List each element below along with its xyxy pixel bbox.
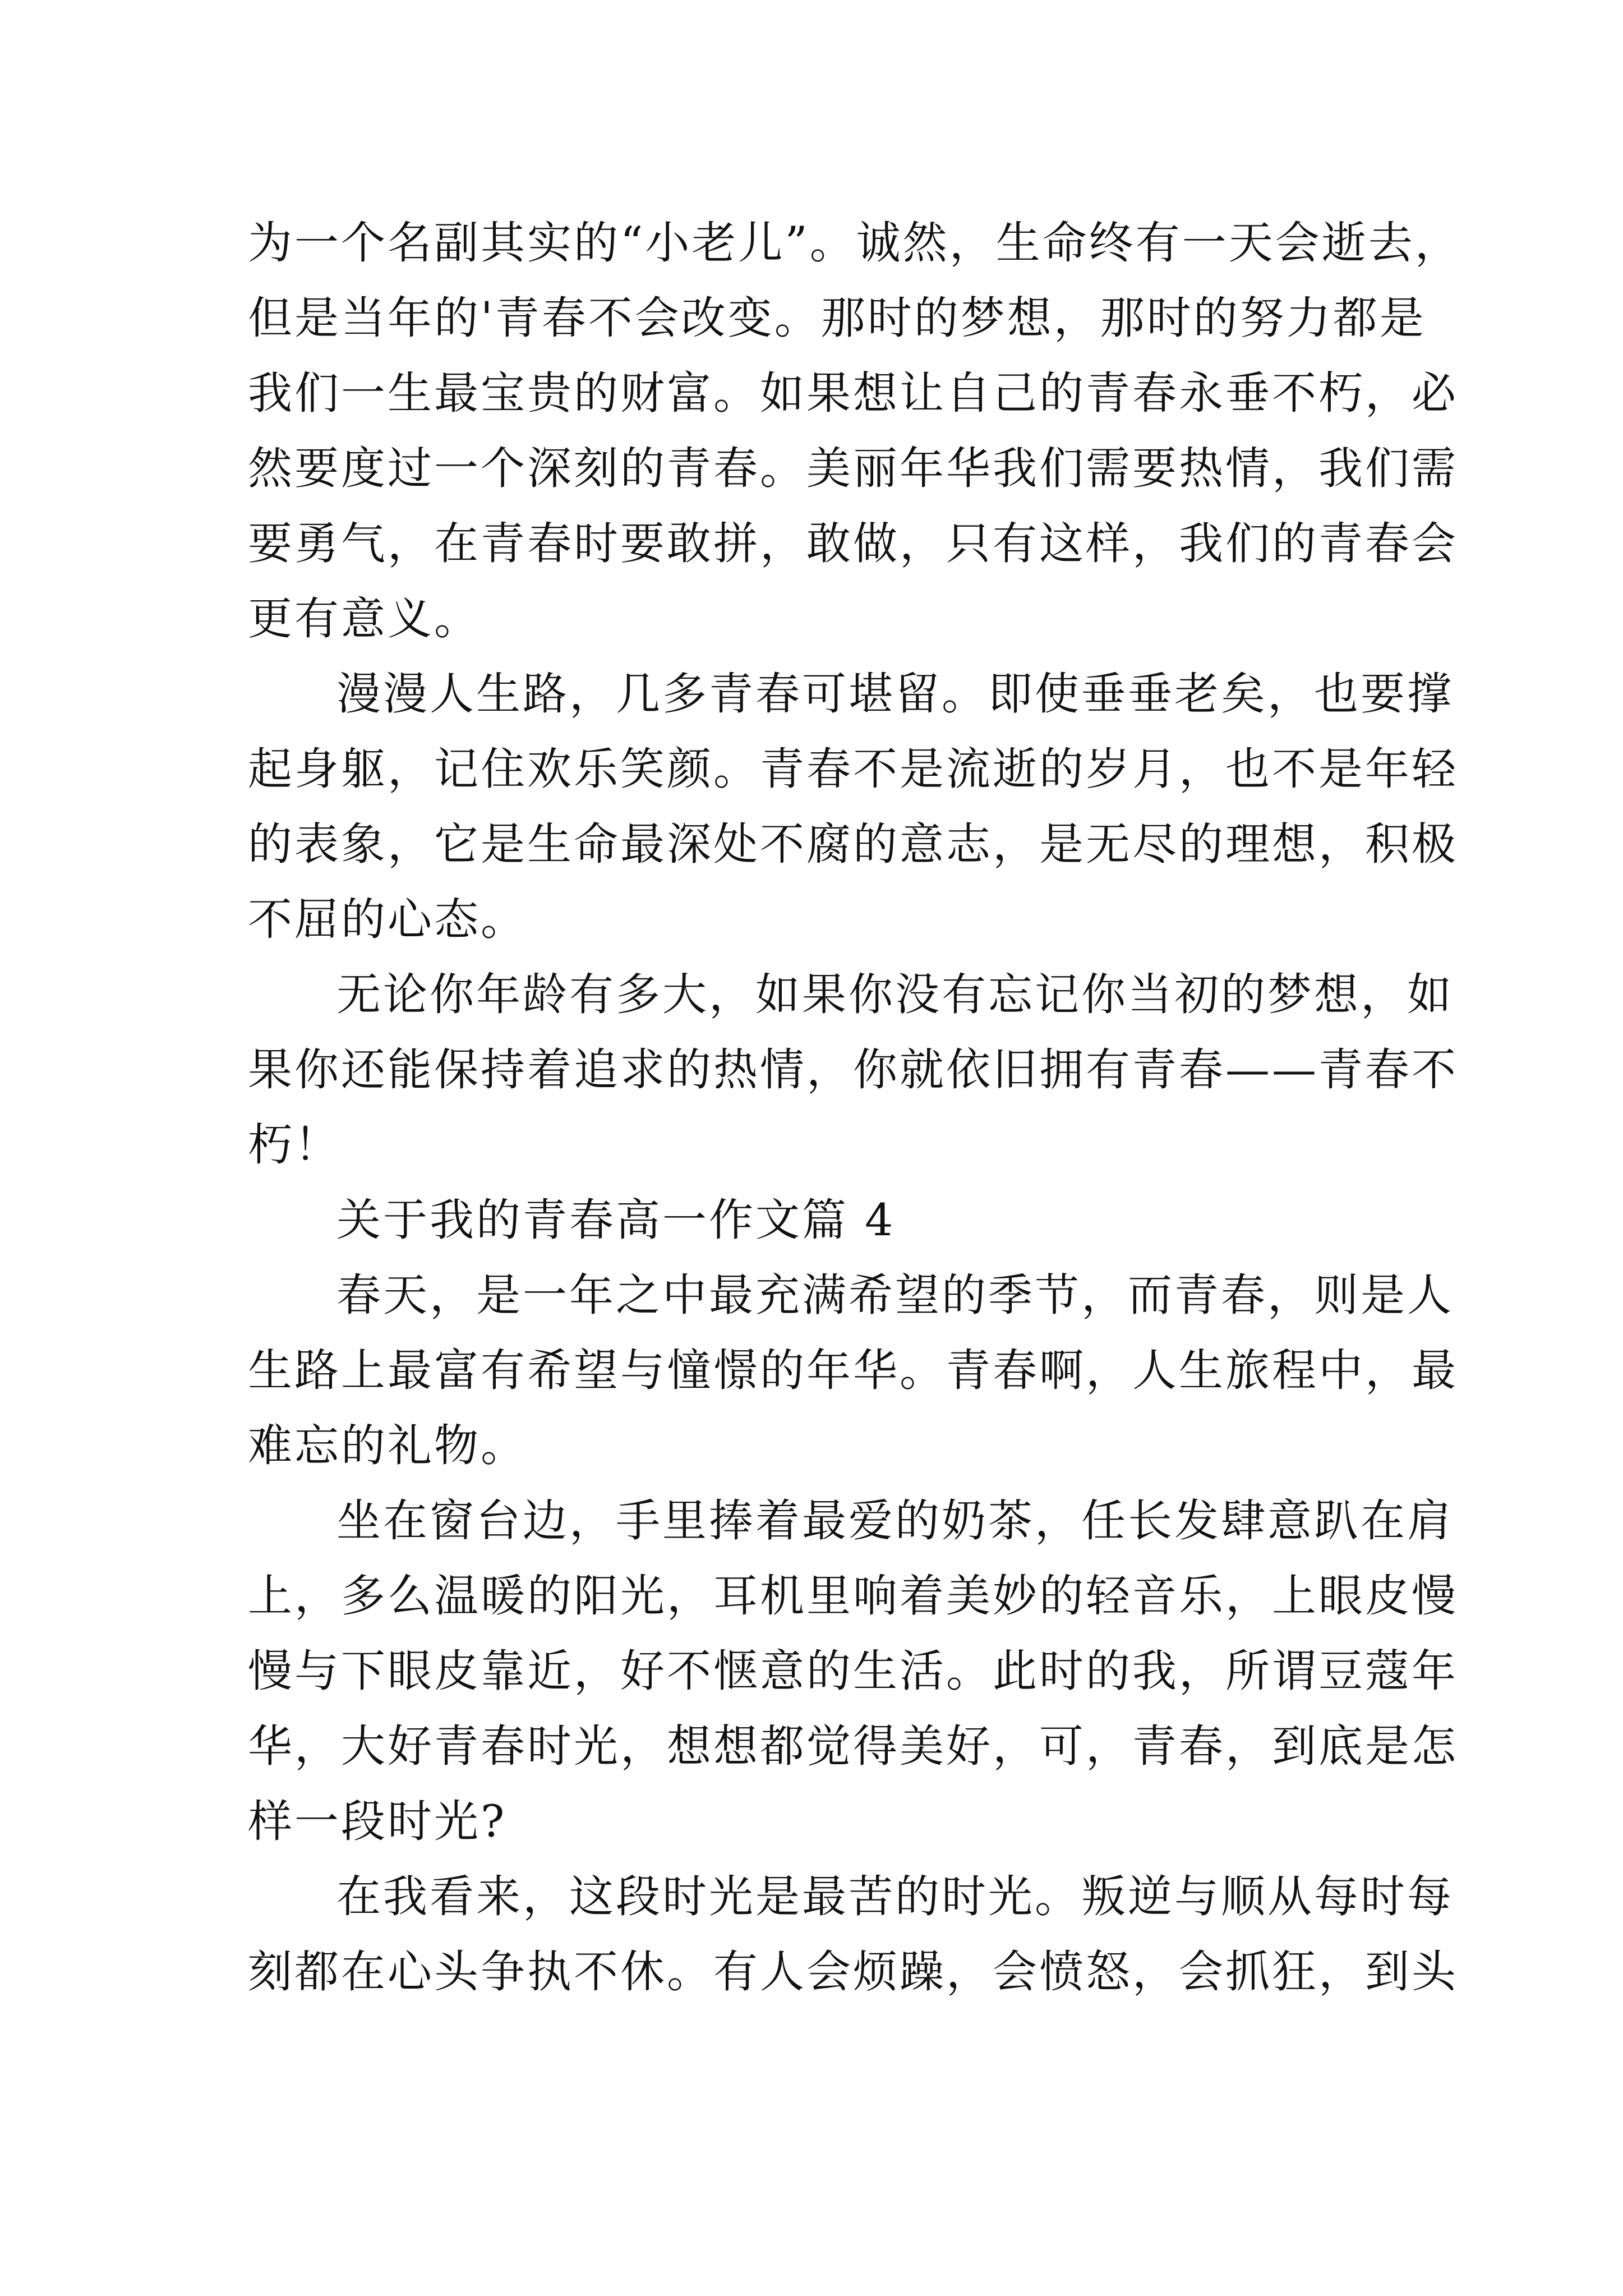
text-line: 果你还能保持着追求的热情，你就依旧拥有青春——青春不 — [248, 1044, 1458, 1096]
text-line: 然要度过一个深刻的青春。美丽年华我们需要热情，我们需 — [248, 443, 1458, 494]
text-line: 慢与下眼皮靠近，好不惬意的生活。此时的我，所谓豆蔻年 — [248, 1645, 1458, 1697]
text-line: 要勇气，在青春时要敢拼，敢做，只有这样，我们的青春会 — [248, 518, 1458, 569]
text-line: 华，大好青春时光，想想都觉得美好，可，青春，到底是怎 — [248, 1720, 1458, 1772]
text-line: 生路上最富有希望与憧憬的年华。青春啊，人生旅程中，最 — [248, 1345, 1458, 1396]
text-line: 但是当年的'青春不会改变。那时的梦想，那时的努力都是 — [248, 292, 1426, 344]
text-line: 无论你年龄有多大，如果你没有忘记你当初的梦想，如 — [336, 969, 1454, 1020]
text-line: 为一个名副其实的“小老儿”。诚然，生命终有一天会逝去， — [248, 217, 1461, 269]
text-line: 难忘的礼物。 — [248, 1420, 527, 1471]
text-line: 漫漫人生路，几多青春可堪留。即使垂垂老矣，也要撑 — [336, 668, 1454, 720]
text-line: 朽！ — [248, 1119, 341, 1171]
text-line: 我们一生最宝贵的财富。如果想让自己的青春永垂不朽，必 — [248, 367, 1458, 419]
text-line: 不屈的心态。 — [248, 894, 527, 945]
text-line: 坐在窗台边，手里捧着最爱的奶茶，任长发肆意趴在肩 — [336, 1495, 1454, 1547]
text-line: 上，多么温暖的阳光，耳机里响着美妙的轻音乐，上眼皮慢 — [248, 1570, 1458, 1622]
text-line: 样一段时光? — [248, 1796, 507, 1847]
text-line: 更有意义。 — [248, 593, 481, 645]
text-line: 起身躯，记住欢乐笑颜。青春不是流逝的岁月，也不是年轻 — [248, 743, 1458, 795]
section-heading: 关于我的青春高一作文篇 4 — [336, 1194, 896, 1246]
text-line: 在我看来，这段时光是最苦的时光。叛逆与顺从每时每 — [336, 1871, 1454, 1922]
text-line: 刻都在心头争执不休。有人会烦躁，会愤怒，会抓狂，到头 — [248, 1946, 1458, 1998]
text-line: 春天，是一年之中最充满希望的季节，而青春，则是人 — [336, 1269, 1454, 1321]
document-body — [248, 205, 1461, 2009]
text-line: 的表象，它是生命最深处不腐的意志，是无尽的理想，积极 — [248, 818, 1458, 870]
